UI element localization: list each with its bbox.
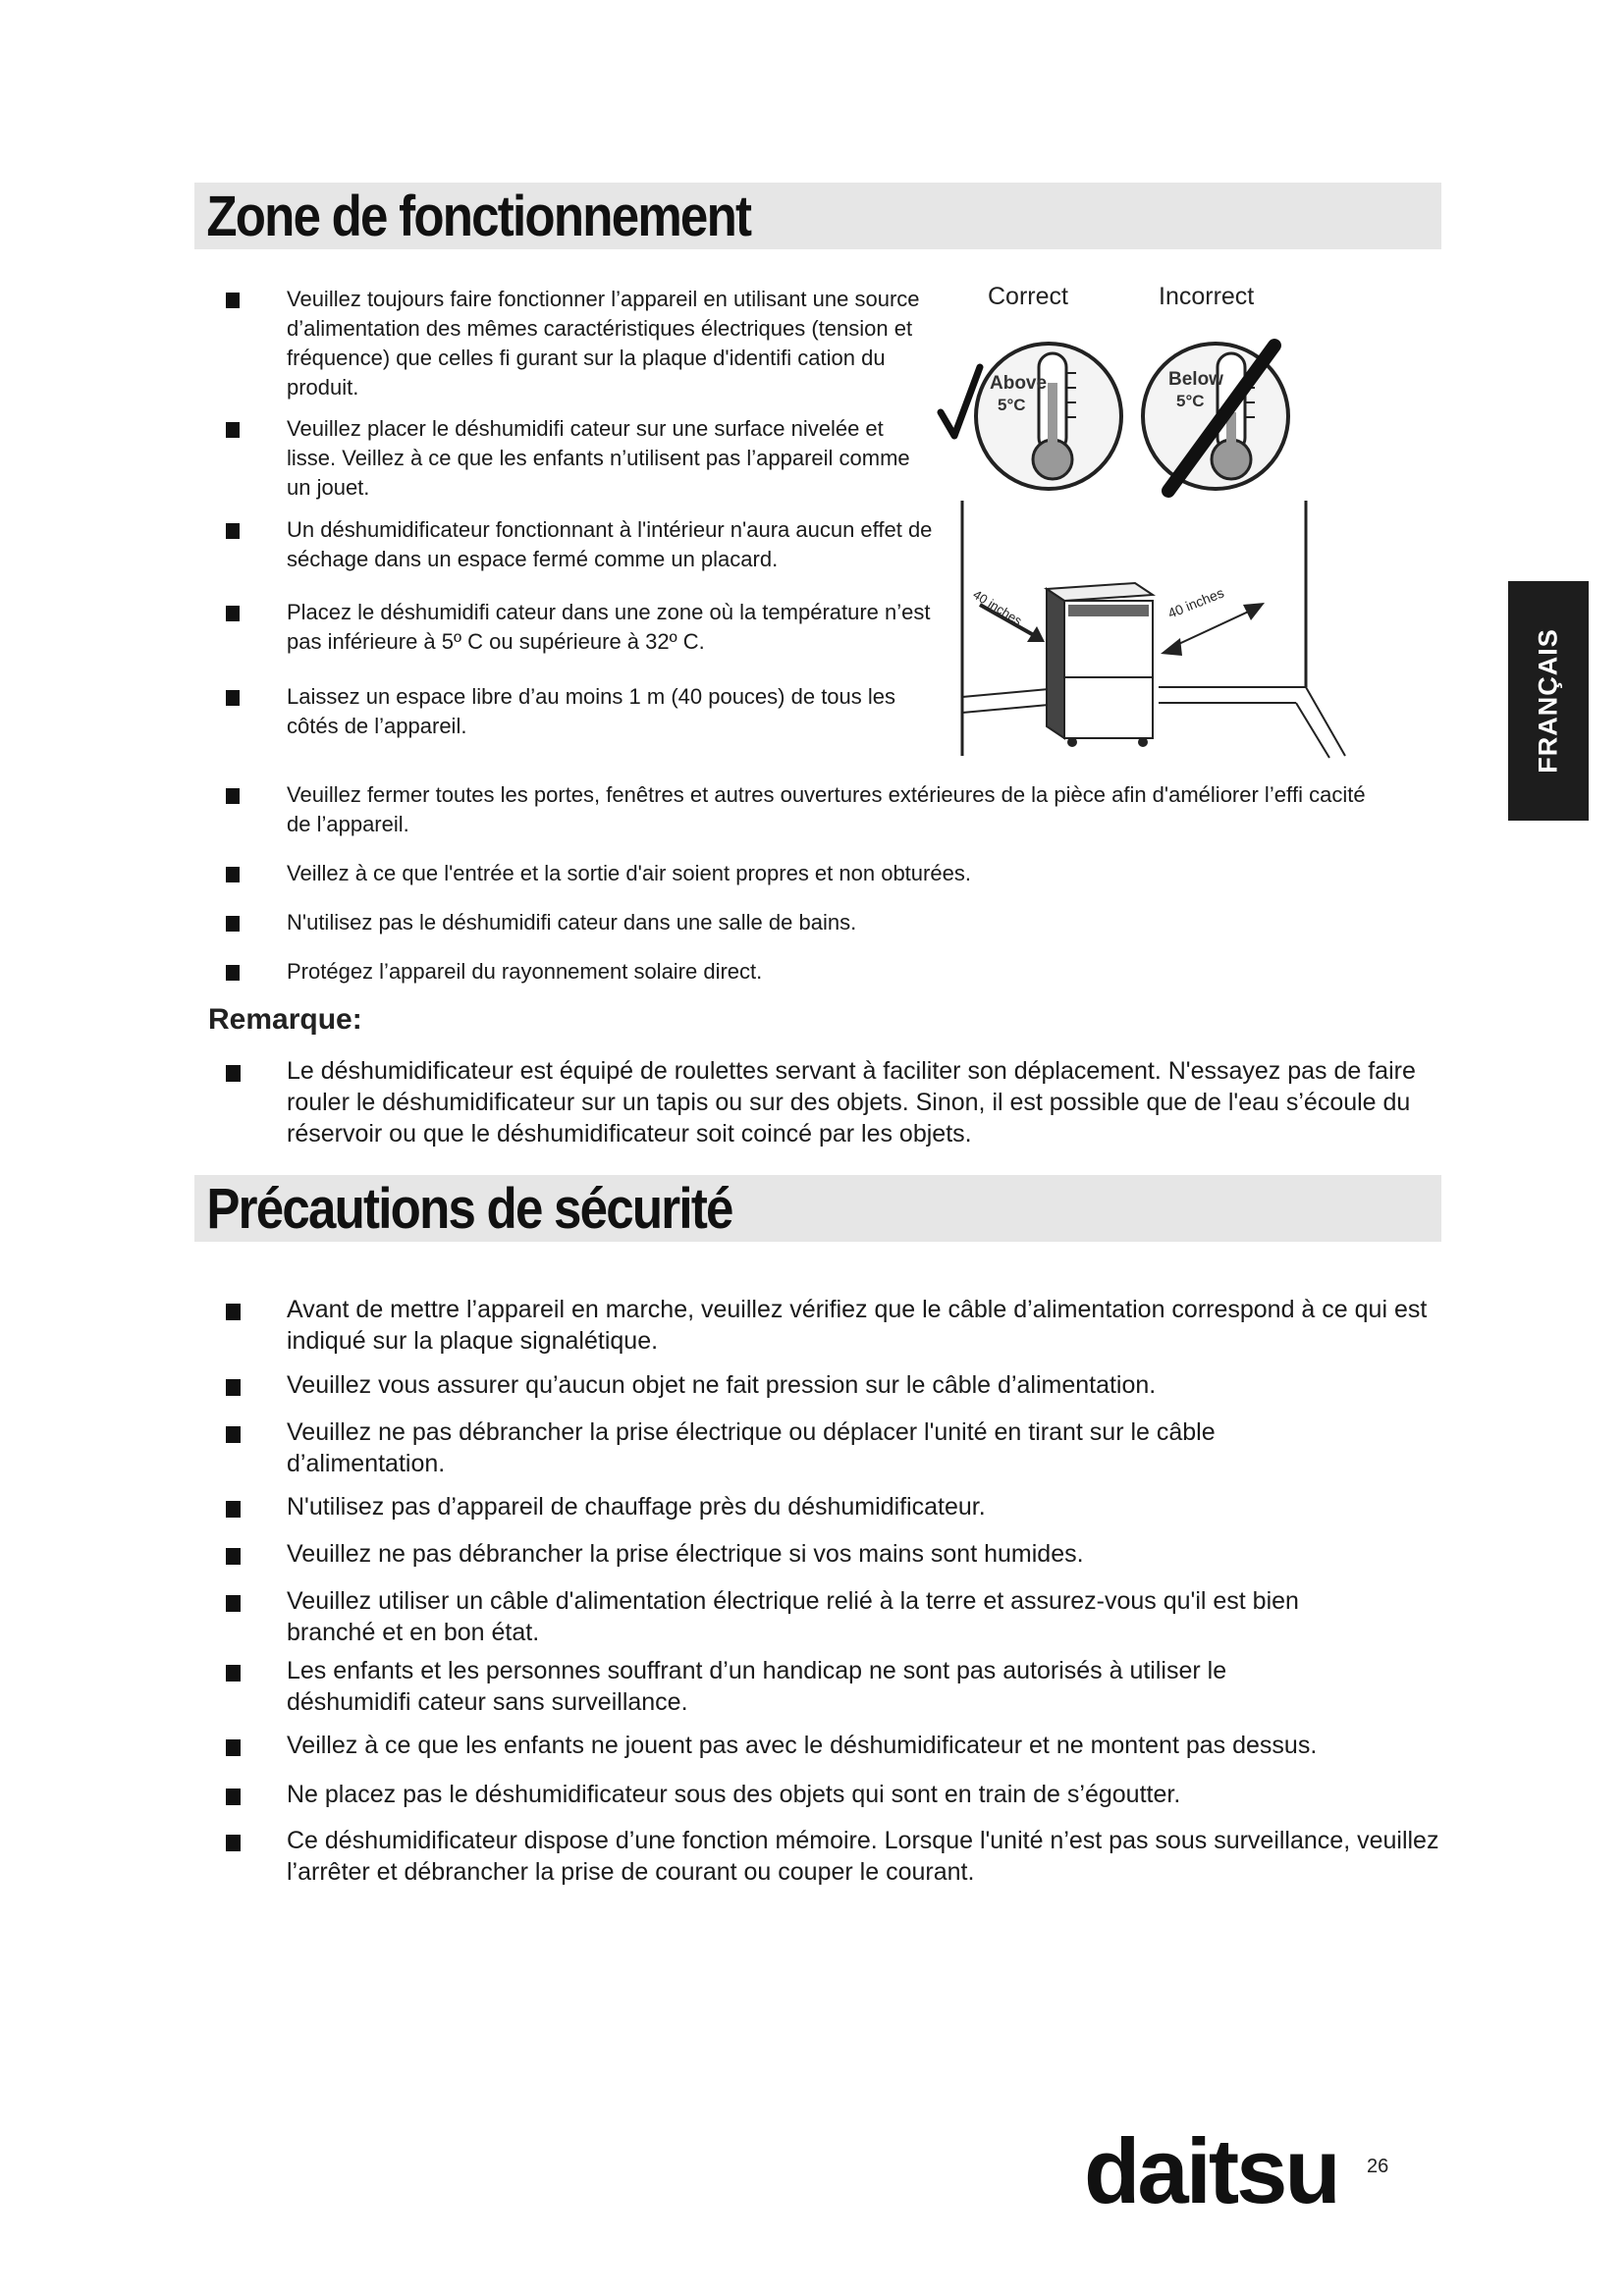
bullet-square-icon — [226, 1426, 241, 1443]
bullet-square-icon — [226, 965, 240, 981]
bullet-square-icon — [226, 1065, 241, 1082]
remarque-title: Remarque: — [208, 1003, 362, 1036]
above-temp: 5°C — [998, 396, 1026, 414]
below-temp: 5°C — [1176, 392, 1205, 410]
bullet-square-icon — [226, 867, 240, 882]
bullet-square-icon — [226, 1501, 241, 1518]
incorrect-label: Incorrect — [1159, 283, 1255, 310]
dehumidifier-icon — [1047, 583, 1153, 747]
bullet-square-icon — [226, 523, 240, 539]
bullet-square-icon — [226, 1665, 241, 1682]
bullet-square-icon — [226, 1789, 241, 1805]
bullet-square-icon — [226, 916, 240, 932]
section-header-zone — [194, 183, 1441, 249]
bullet-square-icon — [226, 422, 240, 438]
page-number: 26 — [1367, 2156, 1389, 2177]
bullet-square-icon — [226, 1595, 241, 1612]
bullet-square-icon — [226, 1304, 241, 1320]
correct-label: Correct — [988, 283, 1068, 310]
bullet-square-icon — [226, 606, 240, 621]
below-text: Below — [1168, 369, 1223, 390]
check-mark-icon — [941, 367, 980, 436]
language-tab — [1508, 581, 1589, 821]
brand-logo: daitsu — [1084, 2119, 1338, 2222]
clearance-right-label: 40 inches — [1165, 584, 1226, 621]
language-tab-label: FRANÇAIS — [1533, 628, 1563, 774]
section-title-precautions: Précautions de sécurité — [206, 1177, 732, 1241]
bullet-square-icon — [226, 1835, 241, 1851]
bullet-square-icon — [226, 1739, 241, 1756]
bullet-square-icon — [226, 788, 240, 804]
clearance-diagram — [943, 501, 1355, 766]
bullet-square-icon — [226, 690, 240, 706]
clearance-left-label: 40 inches — [970, 586, 1025, 629]
section-title-zone: Zone de fonctionnement — [206, 185, 751, 248]
section-header-precautions — [194, 1175, 1441, 1242]
temperature-diagram — [933, 334, 1306, 501]
above-text: Above — [990, 373, 1048, 394]
bullet-square-icon — [226, 1379, 241, 1396]
bullet-square-icon — [226, 1548, 241, 1565]
bullet-square-icon — [226, 293, 240, 308]
